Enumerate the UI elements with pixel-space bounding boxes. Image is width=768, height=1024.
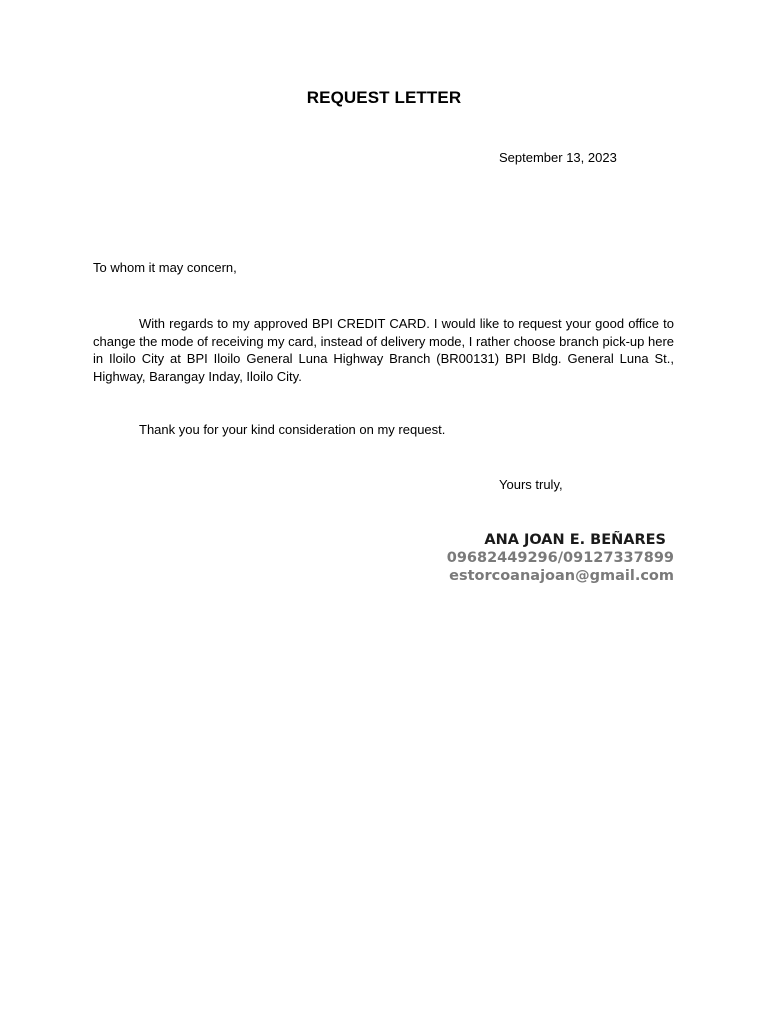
signer-phone: 09682449296/09127337899 — [446, 550, 674, 566]
signer-name: ANA JOAN E. BEÑARES — [484, 532, 666, 548]
letter-date: September 13, 2023 — [499, 150, 617, 165]
salutation: To whom it may concern, — [93, 260, 237, 275]
letter-title: REQUEST LETTER — [306, 88, 462, 107]
signature-block — [447, 531, 674, 585]
body-paragraph: With regards to my approved BPI CREDIT CARD. I would like to request your good office to change the mode of receiving my card, instead of delivery mode, I rather choose branch pick-up here in Iloilo City at BPI Iloilo General Luna Highway Branch (BR00131) BPI Bldg. General Luna St., Highway, Barangay Inday, Iloilo City. — [93, 316, 674, 384]
thanks-line: Thank you for your kind consideration on my request. — [139, 422, 446, 437]
closing-line: Yours truly, — [499, 477, 563, 492]
signer-email: estorcoanajoan@gmail.com — [449, 568, 674, 584]
